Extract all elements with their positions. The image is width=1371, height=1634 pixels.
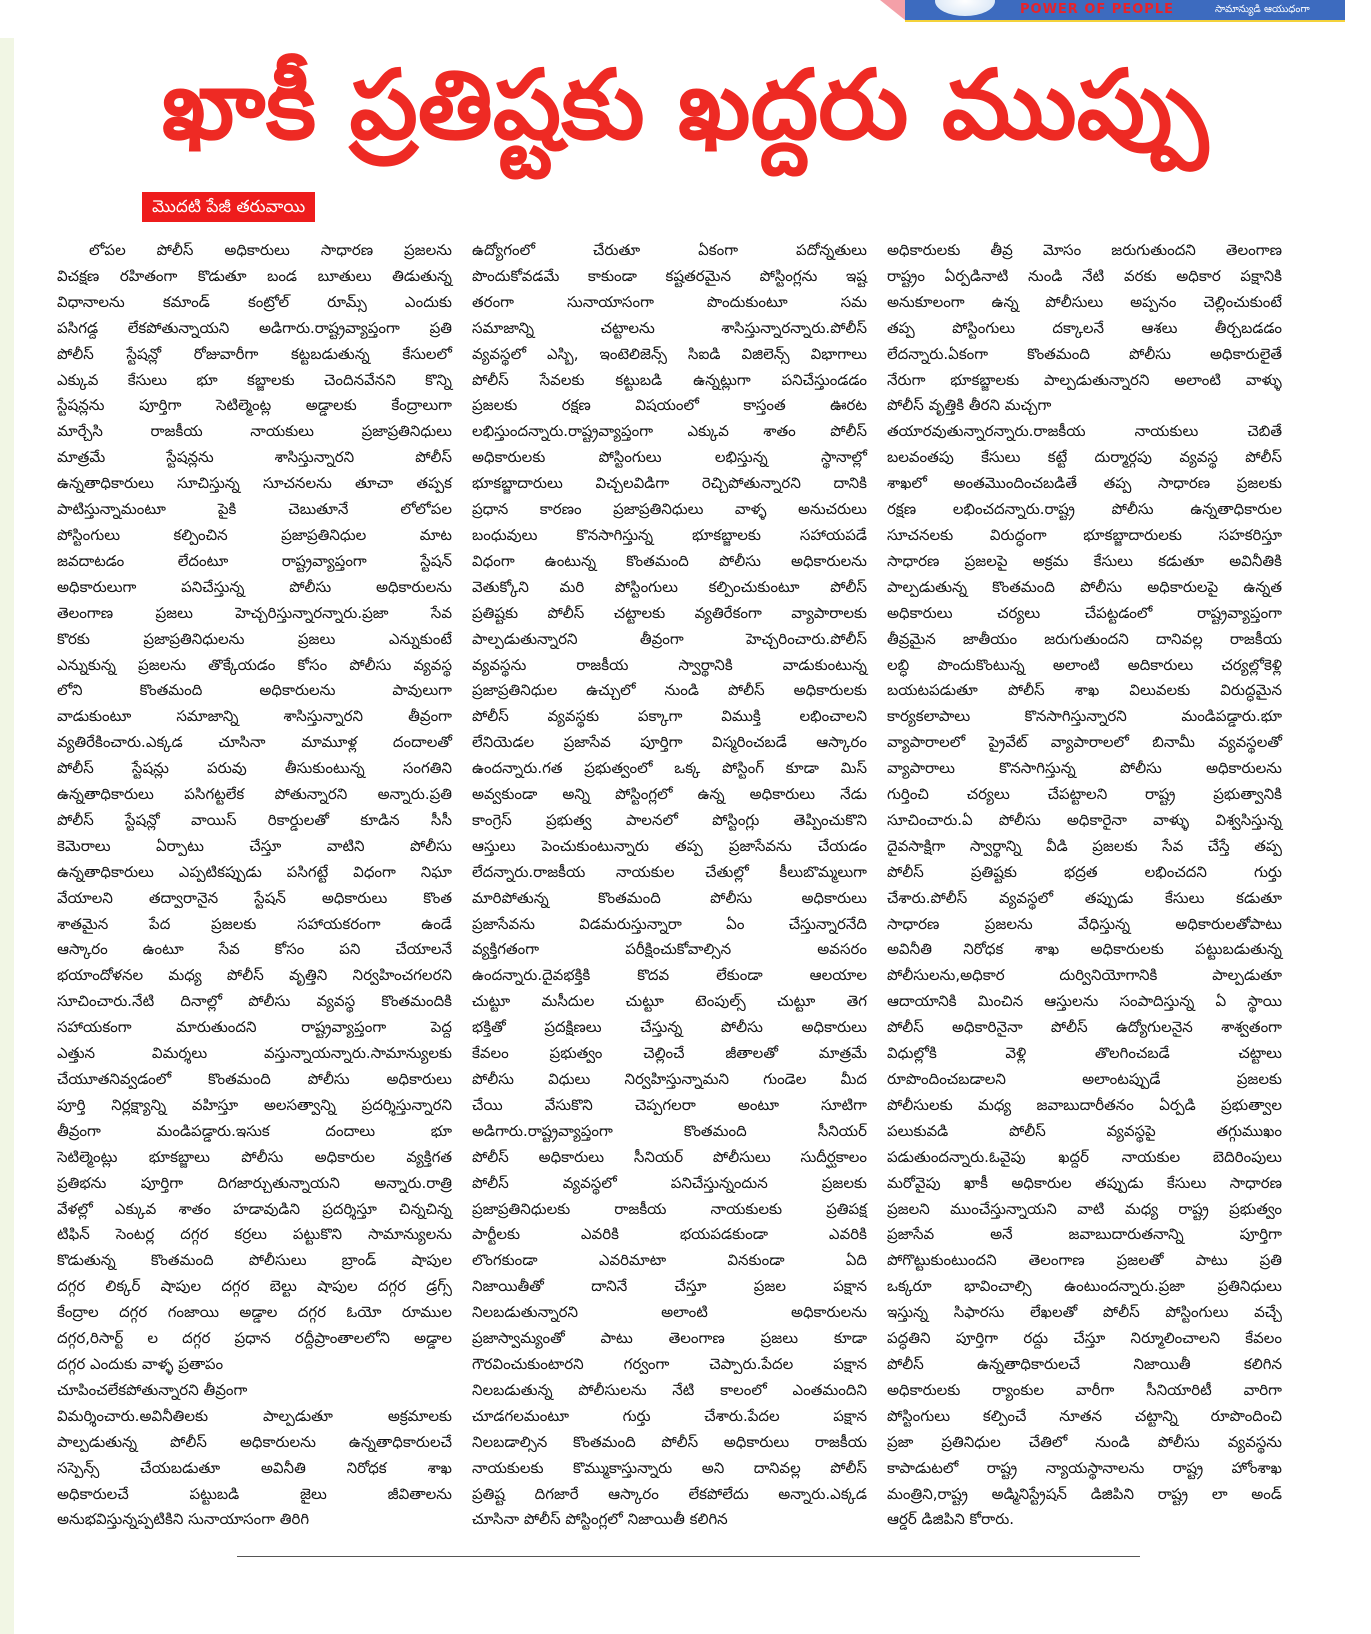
article-text-line: తప్ప పోస్టింగులు దక్కాలనే ఆశలు తీర్చబడడం bbox=[887, 318, 1282, 337]
article-text-line: పోలీస్ స్టేషన్లు పరువు తీసుకుంటున్న సంగతిని bbox=[57, 759, 452, 778]
article-text-line: బయటపడుతూ పోలీస్ శాఖ విలువలకు విరుద్ధమైన bbox=[887, 681, 1282, 700]
article-text-line: ఎక్కువ కేసులు భూ కబ్జాలకు చెందినవేనని కొన్ని bbox=[57, 370, 452, 389]
article-text-line: కాపాడుటలో రాష్ట్ర న్యాయస్థానాలను రాష్ట్ర హోంశాఖ bbox=[887, 1458, 1282, 1477]
article-text-line: విధానాలను కమాండ్ కంట్రోల్ రూమ్స్ ఎందుకు bbox=[57, 292, 452, 311]
article-text-line: వ్యక్తిగతంగా పరీక్షించుకోవాల్సిన అవసరం bbox=[472, 940, 867, 959]
article-text-line: సాధారణ ప్రజలను వేధిస్తున్న అధికారులతోపాటు bbox=[887, 914, 1282, 933]
article-text-line: దగ్గర లిక్కర్ షాపుల దగ్గర బెల్టు షాపుల దగ్గర డ్రగ్స్ bbox=[57, 1277, 452, 1296]
article-text-line: ప్రజలని ముంచేస్తున్నాయని వాటి మధ్య రాష్ట్ర ప్రభుత్వం bbox=[887, 1199, 1282, 1218]
article-text-line: టిఫిన్ సెంటర్ల దగ్గర కర్రలు పట్టుకొని సామాన్యులను bbox=[57, 1225, 452, 1244]
article-text-line: పోలీస్ అధికారినైనా పోలీస్ ఉద్యోగులనైన శాశ్వతంగా bbox=[887, 1018, 1282, 1037]
article-text-line: లోని కొంతమంది అధికారులను పావులుగా bbox=[57, 681, 452, 700]
article-text-line: నిజాయితీతో దానినే చేస్తూ ప్రజల పక్షాన bbox=[472, 1277, 867, 1296]
article-text-line: సూచించారు.నేటి దినాల్లో పోలీసు వ్యవస్థ కొంతమందికి bbox=[57, 992, 452, 1011]
article-text-line: ప్రధాన కారణం ప్రజాప్రతినిధులు వాళ్ళ అనుచరులు bbox=[472, 500, 867, 519]
banner-tagline: సామాన్యుడి ఆయుధంగా bbox=[1215, 4, 1310, 15]
article-text-line: పోలీస్ వృత్తికి తీరని మచ్చగా bbox=[887, 396, 1052, 415]
article-text-line: అధికారులచే పట్టుబడి జైలు జీవితాలను bbox=[57, 1484, 452, 1503]
article-text-line: పొందుకోవడమే కాకుండా కష్టతరమైన పోస్టింగ్లను ఇష్ట bbox=[472, 266, 867, 285]
article-text-line: ప్రజాప్రతినిధులకు రాజకీయ నాయకులకు ప్రతిపక్ష bbox=[472, 1199, 867, 1218]
article-text-line: అవ్వకుండా అన్ని పోస్టింగ్లలో ఉన్న అధికారులు నేడు bbox=[472, 785, 867, 804]
article-text-line: అధికారులుగా పనిచేస్తున్న పోలీసు అధికారులను bbox=[57, 577, 452, 596]
article-text-line: మారిపోతున్న కొంతమంది పోలీసు అధికారులు bbox=[472, 888, 867, 907]
article-text-line: విధంగా ఉంటున్న కొంతమంది పోలీసు అధికారులను bbox=[472, 551, 867, 570]
article-text-line: అధికారులకు ర్యాంకుల వారీగా సీనియారిటీ వారిగా bbox=[887, 1380, 1282, 1399]
article-text-line: తీవ్రంగా మండిపడ్డారు.ఇసుక దందాలు భూ bbox=[57, 1121, 452, 1140]
article-text-line: ఇస్తున్న సిఫారసు లేఖలతో పోలీస్ పోస్టింగులు వచ్చే bbox=[887, 1303, 1282, 1322]
article-text-line: పడుతుందన్నారు.ఓవైపు ఖద్దర్ నాయకుల బెదిరింపులు bbox=[887, 1147, 1282, 1166]
article-text-line: పోలీస్ సేవలకు కట్టుబడి ఉన్నట్లుగా పనిచేస్తుండడం bbox=[472, 370, 867, 389]
article-text-line: పోలీస్ ఉన్నతాధికారులచే నిజాయితీ కలిగిన bbox=[887, 1354, 1282, 1373]
article-text-line: వ్యాపారాలు కొనసాగిస్తున్న పోలీసు అధికారులను bbox=[887, 759, 1282, 778]
article-text-line: నేరుగా భూకబ్జాలకు పాల్పడుతున్నారని అలాంటి వాళ్ళు bbox=[887, 370, 1282, 389]
article-text-line: పోలీస్ వ్యవస్థకు పక్కాగా విముక్తి లభించాలని bbox=[472, 707, 867, 726]
article-text-line: కార్యకలాపాలు కొనసాగిస్తున్నారని మండిపడ్డారు.భూ bbox=[887, 707, 1282, 726]
article-text-line: వేళల్లో ఎక్కువ శాతం హడావుడిని ప్రదర్శిస్తూ చిన్నచిన్న bbox=[57, 1199, 452, 1218]
article-text-line: అధికారులకు పోస్టింగులు లభిస్తున్న స్థానాల్లో bbox=[472, 448, 867, 467]
article-text-line: వాడుకుంటూ సమాజాన్ని శాసిస్తున్నారని తీవ్రంగా bbox=[57, 707, 452, 726]
article-text-line: చూపించలేకపోతున్నారని తీవ్రంగా bbox=[57, 1380, 248, 1399]
article-text-line: సస్పెన్స్ చేయబడుతూ అవినీతి నిరోధక శాఖ bbox=[57, 1458, 452, 1477]
article-text-line: సమాజాన్ని చట్టాలను శాసిస్తున్నారన్నారు.పోలీస్ bbox=[472, 318, 867, 337]
article-text-line: చేయి వేసుకొని చెప్పగలరా అంటూ సూటిగా bbox=[472, 1095, 867, 1114]
article-text-line: ఉన్నతాధికారులు ఎప్పటికప్పుడు పసిగట్టే విధంగా నిఘా bbox=[57, 862, 452, 881]
article-text-line: రక్షణ లభించదన్నారు.రాష్ట్ర పోలీసు ఉన్నతాధికారుల bbox=[887, 500, 1282, 519]
article-text-line: ప్రజాప్రతినిధుల ఉచ్చులో నుండి పోలీస్ అధికారులకు bbox=[472, 681, 867, 700]
article-text-line: పోలీస్ అధికారులు సీనియర్ పోలీసులు సుదీర్ఘకాలం bbox=[472, 1147, 867, 1166]
article-text-line: విధుల్లోకి వెళ్లి తొలగించబడే చట్టాలు bbox=[887, 1044, 1282, 1063]
article-text-line: ఆస్కారం ఉంటూ సేవ కోసం పని చేయాలనే bbox=[57, 940, 452, 959]
article-text-line: విచక్షణ రహితంగా కొడుతూ బండ బూతులు తిడుతున్న bbox=[57, 266, 452, 285]
article-text-line: పద్ధతిని పూర్తిగా రద్దు చేస్తూ నిర్మూలించాలని కేవలం bbox=[887, 1329, 1282, 1348]
article-text-line: అధికారులు చర్యలు చేపట్టడంలో రాష్ట్రవ్యాప్తంగా bbox=[887, 603, 1282, 622]
article-text-line: మార్చేసి రాజకీయ నాయకులు ప్రజాప్రతినిధులు bbox=[57, 422, 452, 441]
article-text-line: లేదన్నారు.ఏకంగా కొంతమంది పోలీసు అధికారులైతే bbox=[887, 344, 1282, 363]
article-text-line: తయారవుతున్నారన్నారు.రాజకీయ నాయకులు చెబితే bbox=[887, 422, 1282, 441]
article-text-line: మంత్రిని,రాష్ట్ర అడ్మినిస్ట్రేషన్ డిజిపిని రాష్ట్ర లా అండ్ bbox=[887, 1484, 1282, 1503]
article-text-line: ఉందన్నారు.దైవభక్తికి కొదవ లేకుండా ఆలయాల bbox=[472, 966, 867, 985]
article-text-line: ప్రతిష్టకు పోలీస్ చట్టాలకు వ్యతిరేకంగా వ్యాపారాలకు bbox=[472, 603, 867, 622]
article-text-line: ఆస్తులు పెంచుకుంటున్నారు తప్ప ప్రజాసేవను చేయడం bbox=[472, 836, 867, 855]
article-text-line: కేవలం ప్రభుత్వం చెల్లించే జీతాలతో మాత్రమే bbox=[472, 1044, 867, 1063]
article-text-line: వ్యాపారాలలో ప్రైవేట్ వ్యాపారాలలో బినామీ వ్యవస్థలతో bbox=[887, 733, 1282, 752]
article-column-1 bbox=[57, 238, 452, 1533]
article-text-line: వ్యవస్థను రాజకీయ స్వార్థానికి వాడుకుంటున్న bbox=[472, 655, 867, 674]
article-text-line: మాత్రమే స్టేషన్లను శాసిస్తున్నారని పోలీస్ bbox=[57, 448, 452, 467]
article-text-line: ఆర్డర్ డిజిపిని కోరారు. bbox=[887, 1510, 1015, 1529]
article-text-line: ప్రతిష్ట దిగజారే ఆస్కారం లేకపోలేదు అన్నారు.ఎక్కడ bbox=[472, 1484, 867, 1503]
article-text-line: వేయాలని తద్వారానైన స్టేషన్ అధికారులు కొంత bbox=[57, 888, 452, 907]
article-text-line: ప్రజా ప్రతినిధుల చేతిలో నుండి పోలీసు వ్యవస్థను bbox=[887, 1432, 1282, 1451]
article-text-line: బంధువులు కొనసాగిస్తున్న భూకబ్జాలకు సహాయపడే bbox=[472, 525, 867, 544]
article-text-line: నిలబడాల్సిన కొంతమంది పోలీస్ అధికారులు రాజకీయ bbox=[472, 1432, 867, 1451]
article-text-line: పాల్పడుతున్న కొంతమంది పోలీసు అధికారులపై ఉన్నత bbox=[887, 577, 1282, 596]
article-column-2 bbox=[472, 238, 867, 1533]
article-text-line: భూకబ్జాదారులు విచ్చలవిడిగా రెచ్చిపోతున్నారని దానికి bbox=[472, 474, 867, 493]
article-text-line: చూడగలమంటూ గుర్తు చేశారు.పేదల పక్షాన bbox=[472, 1406, 867, 1425]
article-text-line: అనుకూలంగా ఉన్న పోలీసులు అప్పనం చెల్లించుకుంటే bbox=[887, 292, 1282, 311]
article-text-line: తెలంగాణ ప్రజలు హెచ్చరిస్తున్నారన్నారు.ప్రజా సేవ bbox=[57, 603, 452, 622]
article-text-line: కెమెరాలు ఏర్పాటు చేస్తూ వాటిని పోలీసు bbox=[57, 836, 452, 855]
article-text-line: నాయకులకు కొమ్ముకాస్తున్నారు అని దానివల్ల పోలీస్ bbox=[472, 1458, 867, 1477]
headline: ఖాకీ ప్రతిష్టకు ఖద్దరు ముప్పు bbox=[161, 49, 1209, 161]
article-text-line: గౌరవించుకుంటారని గర్వంగా చెప్పారు.పేదల పక్షాన bbox=[472, 1354, 867, 1373]
bottom-divider bbox=[237, 1556, 1140, 1557]
article-text-line: ప్రతిభను పూర్తిగా దిగజార్చుతున్నాయని అన్నారు.రాత్రి bbox=[57, 1173, 452, 1192]
article-text-line: స్టేషన్లను పూర్తిగా సెటిల్మెంట్ల అడ్డాలకు కేంద్రాలుగా bbox=[57, 396, 452, 415]
article-text-line: ప్రజలకు రక్షణ విషయంలో కాస్తంత ఊరట bbox=[472, 396, 867, 415]
article-text-line: తరంగా సునాయాసంగా పొందుకుంటూ సమ bbox=[472, 292, 867, 311]
article-text-line: ఎన్నుకున్న ప్రజలను తొక్కేయడం కోసం పోలీసు వ్యవస్థ bbox=[57, 655, 452, 674]
article-text-line: ప్రజాస్వామ్యంతో పాటు తెలంగాణ ప్రజలు కూడా bbox=[472, 1329, 867, 1348]
article-text-line: అడిగారు.రాష్ట్రవ్యాప్తంగా కొంతమంది సీనియర్ bbox=[472, 1121, 867, 1140]
article-text-line: పాల్పడుతున్న పోలీస్ అధికారులను ఉన్నతాధికారులచే bbox=[57, 1432, 452, 1451]
article-text-line: పోలీసులకు మధ్య జవాబుదారీతనం ఏర్పడి ప్రభుత్వాల bbox=[887, 1095, 1282, 1114]
article-text-line: విమర్శించారు.అవినీతిలకు పాల్పడుతూ అక్రమాలకు bbox=[57, 1406, 452, 1425]
article-text-line: భక్తితో ప్రదక్షిణలు చేస్తున్న పోలీసు అధికారులు bbox=[472, 1018, 867, 1037]
article-text-line: వ్యతిరేకించారు.ఎక్కడ చూసినా మామూళ్ల దందాలతో bbox=[57, 733, 452, 752]
article-text-line: సూచించారు.ఏ పోలీసు అధికారైనా వాళ్ళు విశ్వసిస్తున్న bbox=[887, 810, 1282, 829]
article-text-line: కొడుతున్న కొంతమంది పోలీసులు బ్రాండ్ షాపుల bbox=[57, 1251, 452, 1270]
article-text-line: నిలబడుతున్నారని అలాంటి అధికారులను bbox=[472, 1303, 867, 1322]
article-text-line: ఉన్నతాధికారులు పసిగట్టలేక పోతున్నారని అన్నారు.ప్రతి bbox=[57, 785, 452, 804]
article-text-line: ఉన్నతాధికారులు సూచిస్తున్న సూచనలను తూచా తప్పక bbox=[57, 474, 452, 493]
continued-from-front-page-label: మొదటి పేజీ తరువాయి bbox=[142, 192, 315, 222]
article-text-line: కేంద్రాల దగ్గర గంజాయి అడ్డాల దగ్గర ఓయో రూముల bbox=[57, 1303, 452, 1322]
article-text-line: పోస్టింగులు కల్పించే నూతన చట్టాన్ని రూపొందించి bbox=[887, 1406, 1282, 1425]
page-margin-strip bbox=[0, 38, 14, 1634]
article-text-line: లబ్ధి పొందుకొంటున్న అలాంటి అదికారులు చర్యల్లోకెళ్లి bbox=[887, 655, 1282, 674]
article-text-line: నిలబడుతున్న పోలీసులను నేటి కాలంలో ఎంతమందిని bbox=[472, 1380, 867, 1399]
article-text-line: లేదన్నారు.రాజకీయ నాయకుల చేతుల్లో కీలుబొమ్మలుగా bbox=[472, 862, 867, 881]
article-text-line: పసిగడ్ద లేకపోతున్నాయని అడిగారు.రాష్ట్రవ్యాప్తంగా ప్రతి bbox=[57, 318, 452, 337]
article-text-line: ఉందన్నారు.గత ప్రభుత్వంలో ఒక్క పోస్టింగ్ కూడా మిస్ bbox=[472, 759, 867, 778]
article-text-line: ఉద్యోగంలో చేరుతూ ఏకంగా పదోన్నతులు bbox=[472, 241, 867, 259]
article-text-line: పోస్టింగులు కల్పించిన ప్రజాప్రతినిధుల మాట bbox=[57, 525, 452, 544]
article-text-line: వ్యవస్థలో ఎస్బి, ఇంటెలిజెన్స్ సిఐడి విజిలెన్స్ విభాగాలు bbox=[472, 344, 867, 363]
article-text-line: రూపొందించబడాలని అలాంటప్పుడే ప్రజలకు bbox=[887, 1070, 1282, 1088]
article-text-line: దైవసాక్షిగా స్వార్థాన్ని వీడి ప్రజలకు సేవ చేస్తే తప్ప bbox=[887, 836, 1282, 855]
article-text-line: చేయూతనివ్వడంలో కొంతమంది పోలీసు అధికారులు bbox=[57, 1070, 452, 1088]
article-text-line: గుర్తించి చర్యలు చేపట్టాలని రాష్ట్ర ప్రభుత్వానికి bbox=[887, 785, 1282, 804]
article-text-line: రాష్ట్రం ఏర్పడినాటి నుండి నేటి వరకు అధికార పక్షానికి bbox=[887, 266, 1282, 285]
article-text-line: చుట్టూ మసీదుల చుట్టూ టెంపుల్స్ చుట్టూ తెగ bbox=[472, 992, 867, 1011]
article-text-line: సహాయకంగా మారుతుందని రాష్ట్రవ్యాప్తంగా పెద్ద bbox=[57, 1018, 452, 1037]
article-text-line: సెటిల్మెంట్లు భూకబ్జాలు పోలీసు అధికారుల వ్యక్తిగత bbox=[57, 1147, 452, 1166]
article-text-line: అనుభవిస్తున్నప్పటికిని సునాయాసంగా తిరిగి bbox=[57, 1510, 310, 1529]
article-text-line: పోగొట్టుకుంటుందని తెలంగాణ ప్రజలతో పాటు ప్రతి bbox=[887, 1251, 1282, 1270]
article-text-line: తీవ్రమైన జాతీయం జరుగుతుందని దానివల్ల రాజకీయ bbox=[887, 629, 1282, 648]
article-text-line: ప్రజాసేవను విడమరుస్తున్నారా ఏం చేస్తున్నారనేది bbox=[472, 914, 867, 933]
article-text-line: లొంగకుండా ఎవరిమాటా వినకుండా ఏది bbox=[472, 1251, 867, 1270]
article-text-line: చేశారు.పోలీస్ వ్యవస్థలో తప్పుడు కేసులు కడుతూ bbox=[887, 888, 1282, 907]
article-text-line: లోపల పోలీస్ అధికారులు సాధారణ ప్రజలను bbox=[89, 241, 452, 259]
article-text-line: పార్టీలకు ఎవరికి భయపడకుండా ఎవరికి bbox=[472, 1225, 867, 1244]
article-text-line: పోలీస్ స్టేషన్లో రోజువారీగా కట్టబడుతున్న కేసులలో bbox=[57, 344, 452, 363]
article-text-line: శాతమైన పేద ప్రజలకు సహాయకరంగా ఉండే bbox=[57, 914, 452, 933]
article-text-line: పోలీస్ వ్యవస్థలో పనిచేస్తున్నందున ప్రజలకు bbox=[472, 1173, 867, 1192]
article-text-line: పాటిస్తున్నామంటూ పైకి చెబుతూనే లోలోపల bbox=[57, 500, 452, 519]
article-text-line: లేనియెడల ప్రజాసేవ పూర్తిగా విస్మరించబడే ఆస్కారం bbox=[472, 733, 867, 752]
article-text-line: అధికారులకు తీవ్ర మోసం జరుగుతుందని తెలంగాణ bbox=[887, 241, 1282, 259]
article-text-line: ప్రజాసేవ అనే జవాబుదారుతనాన్ని పూర్తిగా bbox=[887, 1225, 1282, 1244]
banner-corner-decoration bbox=[880, 0, 905, 20]
article-text-line: పాల్పడుతున్నారని తీవ్రంగా హెచ్చరించారు.పోలీస్ bbox=[472, 629, 867, 648]
article-text-line: పూర్తి నిర్లక్ష్యాన్ని వహిస్తూ అలసత్వాన్ని ప్రదర్శిస్తున్నారని bbox=[57, 1095, 452, 1114]
article-text-line: పోలీసు విధులు నిర్వహిస్తున్నామని గుండెల మీద bbox=[472, 1070, 867, 1088]
article-text-line: ఎత్తున విమర్శలు వస్తున్నాయన్నారు.సామాన్యులకు bbox=[57, 1044, 452, 1063]
article-text-line: పలుకువడి పోలీస్ వ్యవస్థపై తగ్గుముఖం bbox=[887, 1121, 1282, 1140]
article-text-line: వెతుక్కోని మరి పోస్టింగులు కల్పించుకుంటూ పోలీస్ bbox=[472, 577, 867, 596]
article-text-line: చూసినా పోలీస్ పోస్టింగ్లలో నిజాయితీ కలిగిన bbox=[472, 1510, 728, 1529]
article-text-line: దగ్గర ఎందుకు వాళ్ళ ప్రతాపం bbox=[57, 1354, 224, 1373]
article-text-line: ఆదాయానికి మించిన ఆస్తులను సంపాదిస్తున్న ఏ స్థాయి bbox=[887, 992, 1282, 1011]
article-text-line: సాధారణ ప్రజలపై అక్రమ కేసులు కడుతూ అవినీతికి bbox=[887, 551, 1282, 570]
article-text-line: ఒక్కరూ భావించాల్సి ఉంటుందన్నారు.ప్రజా ప్రతినిధులు bbox=[887, 1277, 1282, 1296]
article-text-line: సూచనలకు విరుద్ధంగా భూకబ్జాదారులకు సహకరిస్తూ bbox=[887, 525, 1282, 544]
article-text-line: కాంగ్రెస్ ప్రభుత్వ పాలనలో పోస్టింగ్లు తెప్పించుకొని bbox=[472, 810, 867, 829]
article-text-line: పోలీసులను,అధికార దుర్వినియోగానికి పాల్పడుతూ bbox=[887, 966, 1282, 985]
article-text-line: పోలీస్ స్టేషన్లో వాయిస్ రికార్డులతో కూడిన సీసీ bbox=[57, 810, 452, 829]
article-column-3 bbox=[887, 238, 1282, 1533]
article-text-line: భయాందోళనల మధ్య పోలీస్ వృత్తిని నిర్వహించగలరని bbox=[57, 966, 452, 985]
article-text-line: జవదాటడం లేదంటూ రాష్ట్రవ్యాప్తంగా స్టేషన్ bbox=[57, 551, 452, 570]
article-text-line: కొరకు ప్రజాప్రతినిధులను ప్రజలు ఎన్నుకుంటే bbox=[57, 629, 452, 648]
article-text-line: అవినీతి నిరోధక శాఖ అధికారులకు పట్టుబడుతున్న bbox=[887, 940, 1282, 959]
article-text-line: బలవంతపు కేసులు కట్టే దుర్మార్గపు వ్యవస్థ పోలీస్ bbox=[887, 448, 1282, 467]
article-text-line: దగ్గర,రిసార్ట్ ల దగ్గర ప్రధాన రద్దీప్రాంతాలలోని అడ్డాల bbox=[57, 1329, 452, 1348]
article-text-line: లభిస్తుందన్నారు.రాష్ట్రవ్యాప్తంగా ఎక్కువ శాతం పోలీస్ bbox=[472, 422, 867, 441]
article-text-line: మరోవైపు ఖాకీ అధికారుల తప్పుడు కేసులు సాధారణ bbox=[887, 1173, 1282, 1192]
article-text-line: శాఖలో అంతమొందించబడితే తప్ప సాధారణ ప్రజలకు bbox=[887, 474, 1282, 493]
banner-slogan: POWER OF PEOPLE bbox=[1020, 2, 1174, 17]
article-text-line: పోలీస్ ప్రతిష్టకు భద్రత లభించదని గుర్తు bbox=[887, 862, 1282, 881]
